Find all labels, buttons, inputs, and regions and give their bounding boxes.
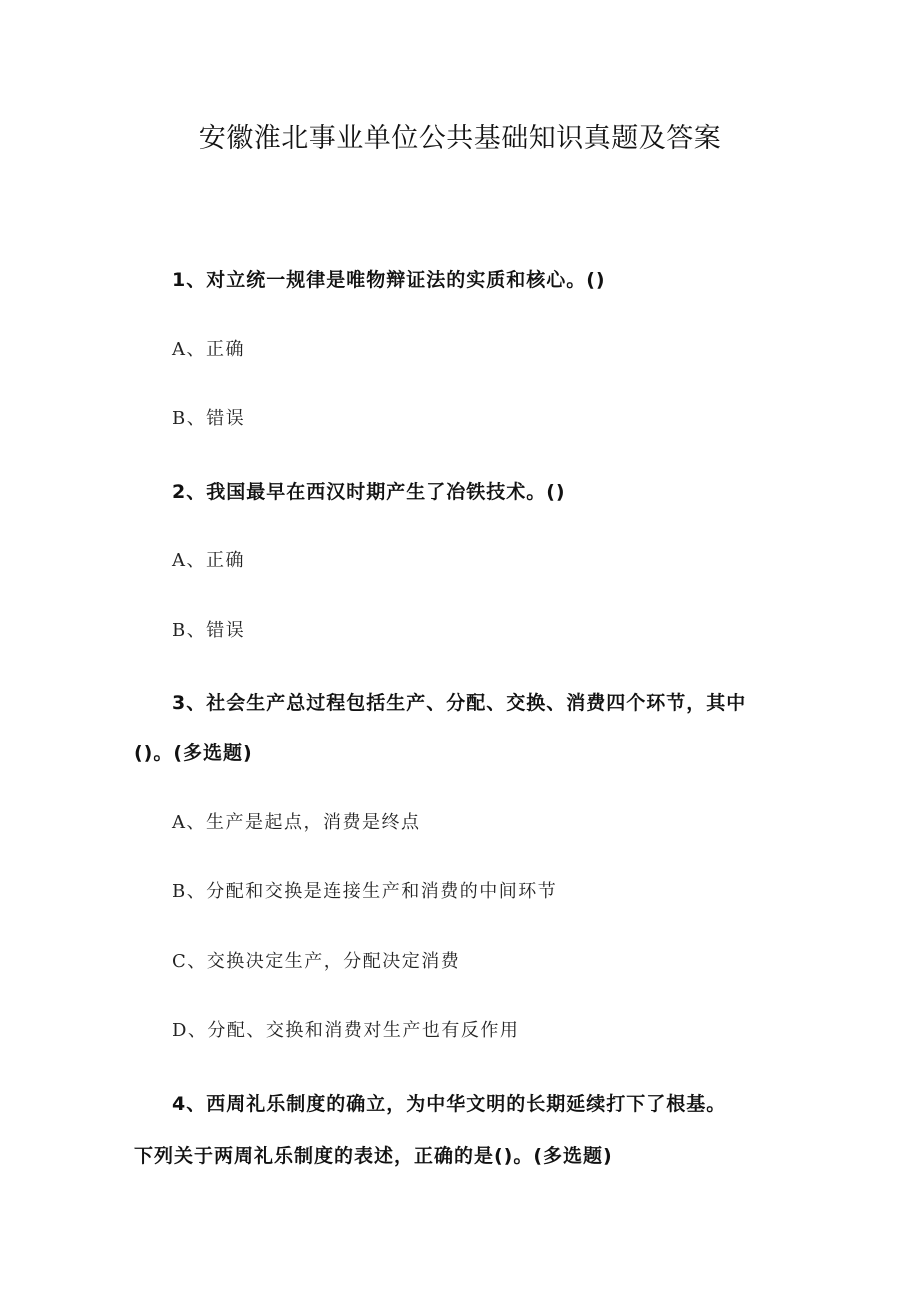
question-3-option-b: B、分配和交换是连接生产和消费的中间环节: [172, 881, 558, 902]
question-1-text: 1、对立统一规律是唯物辩证法的实质和核心。(): [172, 269, 606, 291]
question-2-option-a: A、正确: [172, 550, 245, 571]
question-1-option-b: B、错误: [172, 408, 246, 429]
question-2-text: 2、我国最早在西汉时期产生了冶铁技术。(): [172, 481, 566, 503]
question-3-text-line2: ()。(多选题): [134, 742, 253, 764]
document-title: 安徽淮北事业单位公共基础知识真题及答案: [198, 123, 722, 154]
question-3-option-c: C、交换决定生产，分配决定消费: [172, 951, 461, 972]
question-1-option-a: A、正确: [172, 339, 245, 360]
question-3-option-d: D、分配、交换和消费对生产也有反作用: [172, 1020, 520, 1041]
question-4-text-line1: 4、西周礼乐制度的确立，为中华文明的长期延续打下了根基。: [172, 1093, 727, 1115]
question-4-text-line2: 下列关于两周礼乐制度的表述，正确的是()。(多选题): [134, 1145, 613, 1167]
question-2-option-b: B、错误: [172, 620, 246, 641]
question-3-option-a: A、生产是起点，消费是终点: [172, 812, 421, 833]
question-3-text-line1: 3、社会生产总过程包括生产、分配、交换、消费四个环节，其中: [172, 692, 747, 714]
